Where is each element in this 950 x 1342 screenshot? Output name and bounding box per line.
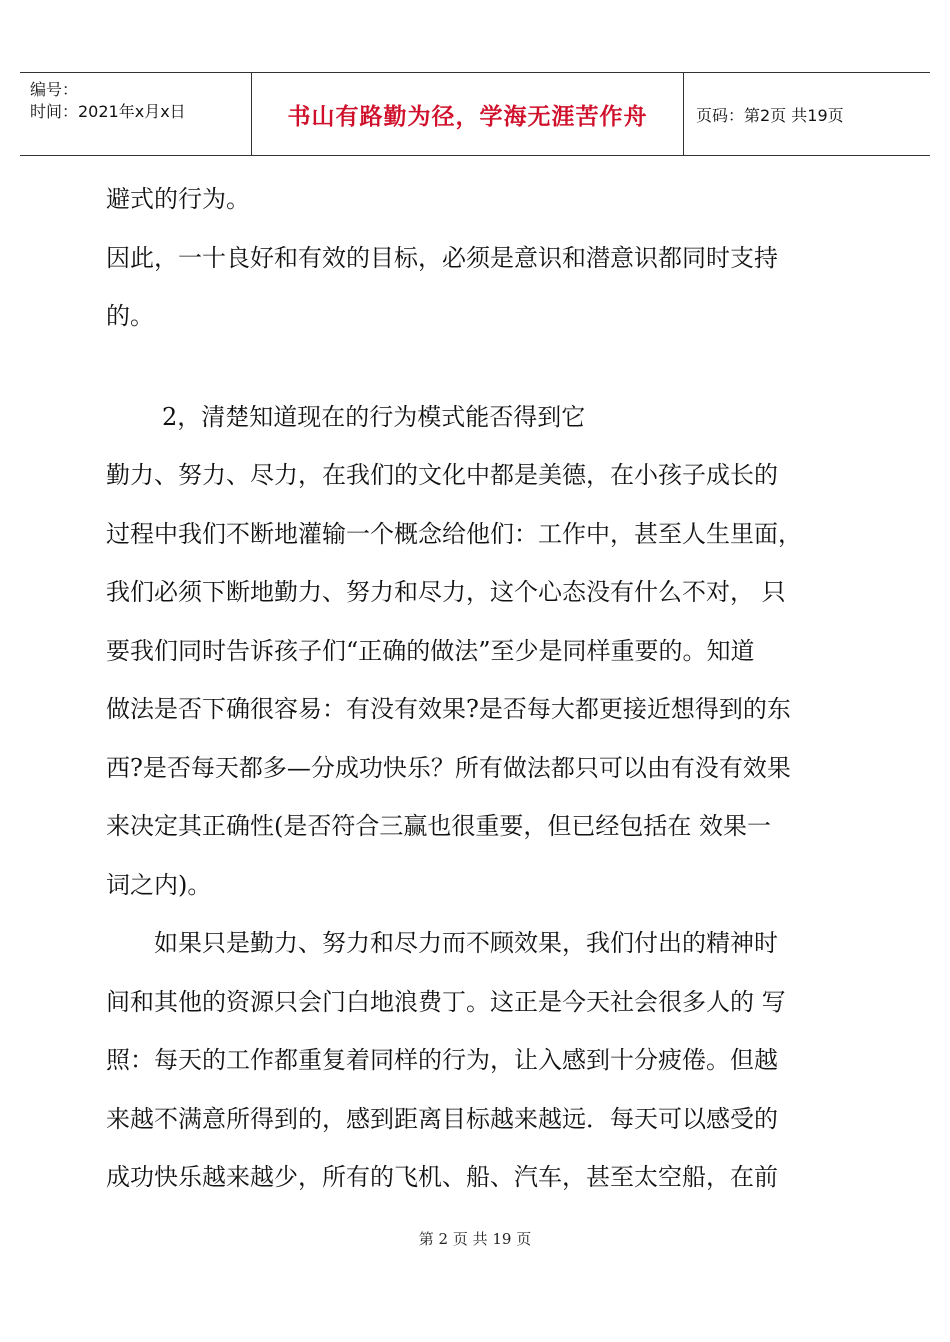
text-line: 要我们同时告诉孩子们“正确的做法”至少是同样重要的。知道 — [106, 636, 755, 665]
text-line: 词之内)。 — [106, 870, 212, 899]
text-line: 避式的行为。 — [106, 185, 250, 213]
motto-text: 书山有路勤为径，学海无涯苦作舟 — [287, 103, 648, 130]
text-line: 照：每天的工作都重复着同样的行为，让入感到十分疲倦。但越 — [106, 1046, 778, 1074]
text-line: 做法是否下确很容易：有没有效果?是否每大都更接近想得到的东 — [106, 695, 791, 723]
page-header — [20, 72, 930, 156]
text-line: 来越不满意所得到的，感到距离目标越来越远．每天可以感受的 — [106, 1104, 778, 1133]
text-line: 勤力、努力、尽力，在我们的文化中都是美德，在小孩子成长的 — [106, 461, 778, 489]
time-label: 时间：2021年x月x日 — [30, 102, 186, 121]
text-line: 过程中我们不断地灌输一个概念给他们：工作中，甚至人生里面， — [106, 519, 802, 548]
text-line: 如果只是勤力、努力和尽力而不顾效果，我们付出的精神时 — [154, 929, 778, 957]
text-line: 我们必须下断地勤力、努力和尽力，这个心态没有什么不对， 只 — [106, 578, 786, 606]
document-body — [106, 170, 846, 1207]
section-heading: 2，清楚知道现在的行为模式能否得到它 — [162, 402, 586, 431]
header-page-info-cell — [684, 73, 930, 155]
header-meta — [20, 73, 252, 155]
header-motto-cell — [252, 73, 684, 155]
page-info: 页码：第2页 共19页 — [696, 105, 844, 125]
text-line: 来决定其正确性(是否符合三赢也很重要，但已经包括在 效果一 — [106, 812, 771, 840]
text-line: 西?是否每天都多—分成功快乐？所有做法都只可以由有没有效果 — [106, 753, 791, 782]
page-footer: 第 2 页 共 19 页 — [418, 1230, 532, 1248]
text-line: 的。 — [106, 302, 154, 330]
text-line: 间和其他的资源只会门白地浪费丁。这正是今天社会很多人的 写 — [106, 987, 786, 1016]
text-line: 成功快乐越来越少，所有的飞机、船、汽车，甚至太空船，在前 — [106, 1163, 778, 1191]
number-label: 编号： — [30, 80, 79, 99]
text-line: 因此，一十良好和有效的目标，必须是意识和潜意识都同时支持 — [106, 243, 778, 272]
